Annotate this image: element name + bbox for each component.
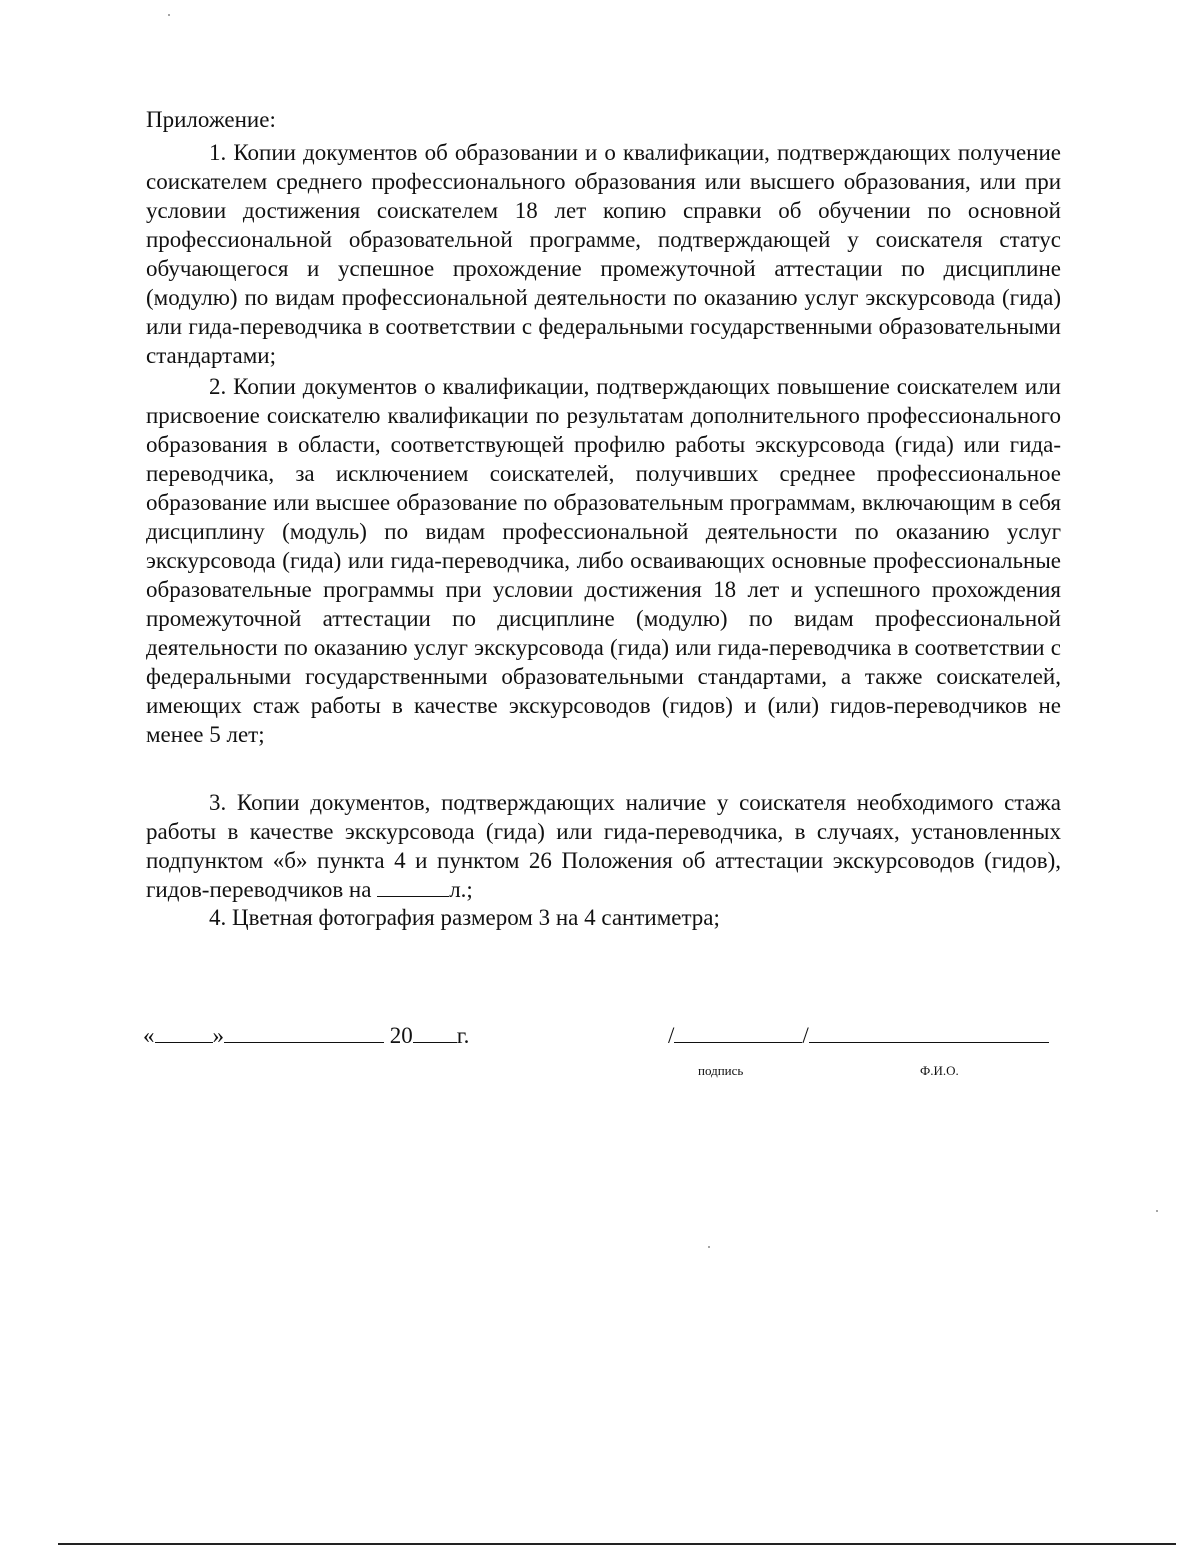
attachment-item-4: 4. Цветная фотография размером 3 на 4 сантиметра; — [209, 905, 720, 930]
attachment-item-3-text: 3. Копии документов, подтверждающих наличие у соискателя необходимого стажа работы в качестве экскурсовода (гида) или гида-переводчика, в случаях, установленных подпунктом «б» пункта 4 и пунктом 26 Положения об аттестации экскурсоводов (гидов), гидов-переводчиков на — [146, 790, 1061, 902]
attachment-item-2: 2. Копии документов о квалификации, подтверждающих повышение соискателем или присвоение соискателю квалификации по результатам дополнительного профессионального образования в области, соответствующей профилю работы экскурсовода (гида) или гида-переводчика, за исключением соискателей, получивших среднее профессиональное образование или высшее образование по образовательным программам, включающим в себя дисциплину (модуль) по видам профессиональной деятельности по оказанию услуг экскурсовода (гида) или гида-переводчика, либо осваивающих основные профессиональные образовательные программы при условии достижения 18 лет и успешного прохождения промежуточной аттестации по дисциплине (модулю) по видам профессиональной деятельности по оказанию услуг экскурсовода (гида) или гида-переводчика в соответствии с федеральными государственными образовательными стандартами, а также соискателей, имеющих стаж работы в качестве экскурсоводов (гидов) и (или) гидов-переводчиков не менее 5 лет; — [146, 374, 1061, 747]
attachment-heading: Приложение: — [146, 107, 276, 132]
month-blank[interactable] — [224, 1022, 384, 1043]
scan-speck — [1156, 1210, 1158, 1212]
signature-blank[interactable] — [674, 1022, 802, 1043]
year-blank[interactable] — [413, 1022, 457, 1043]
signature-field — [668, 1022, 1049, 1050]
signature-caption: подпись — [698, 1063, 744, 1078]
page-bottom-rule — [58, 1543, 1176, 1545]
slash-right: / — [802, 1023, 809, 1048]
day-blank[interactable] — [155, 1022, 213, 1043]
year-prefix: 20 — [389, 1023, 413, 1048]
date-field — [143, 1022, 469, 1050]
slash-left: / — [668, 1023, 675, 1048]
attachment-item-3 — [146, 788, 1061, 904]
quote-close: » — [212, 1023, 224, 1048]
sheet-count-blank[interactable] — [377, 876, 449, 897]
scan-speck — [168, 14, 170, 16]
full-name-blank[interactable] — [809, 1022, 1049, 1043]
attachment-item-1: 1. Копии документов об образовании и о квалификации, подтверждающих получение соискателем среднего профессионального образования или высшего образования, или при условии достижения соискателем 18 лет копию справки об обучении по основной профессиональной образовательной программе, подтверждающей у соискателя статус обучающегося и успешное прохождение промежуточной аттестации по дисциплине (модулю) по видам профессиональной деятельности по оказанию услуг экскурсовода (гида) или гида-переводчика в соответствии с федеральными государственными образовательными стандартами; — [146, 140, 1061, 368]
year-suffix: г. — [456, 1023, 470, 1048]
scan-speck — [708, 1246, 710, 1248]
quote-open: « — [143, 1023, 155, 1048]
attachment-item-3-suffix: л.; — [449, 877, 473, 902]
full-name-caption: Ф.И.О. — [920, 1063, 959, 1078]
